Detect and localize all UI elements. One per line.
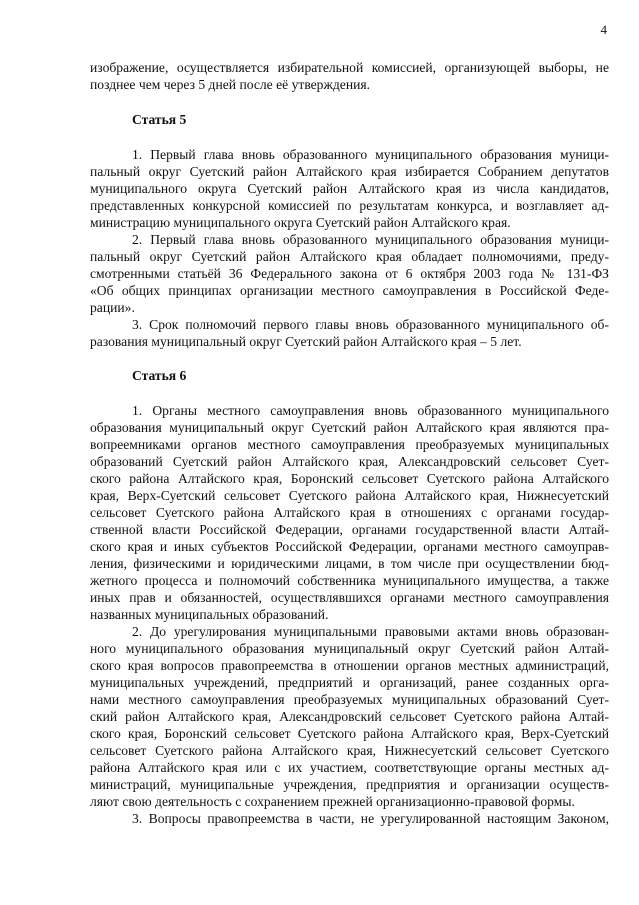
text-line: 1. Органы местного самоуправления вновь образованного муниципального: [132, 403, 609, 418]
text-line: смотренными статьёй 36 Федерального закона от 6 октября 2003 года № 131-ФЗ: [90, 266, 609, 281]
text-line: вопреемниками органов местного самоуправления преобразуемых муниципальных: [90, 437, 609, 452]
text-line: сельсовет Суетского района Алтайского края, Нижнесуетский сельсовет Суетского: [90, 743, 609, 758]
text-line: иных прав и обязанностей, осуществлявшихся органами местного самоуправления: [90, 590, 609, 605]
text-line: образования муниципальный округ Суетский район Алтайского края являются пра-: [90, 420, 609, 435]
text-line: изображение, осуществляется избирательной комиссией, организующей выборы, не: [90, 60, 609, 75]
text-line: ского края, Боронский сельсовет Суетского района Алтайского края, Верх-Суетский: [90, 726, 609, 741]
text-line: ляют свою деятельность с сохранением прежней организационно-правовой формы.: [90, 794, 575, 809]
article-6-heading: Статья 6: [132, 368, 187, 383]
text-line: ления, физическими и юридическими лицами, в том числе при осуществлении бюд-: [90, 556, 609, 571]
text-line: края, Верх-Суетский сельсовет Суетского района Алтайского края, Нижнесуетский: [90, 488, 609, 503]
text-line: 1. Первый глава вновь образованного муниципального образования муници-: [132, 147, 609, 162]
text-line: муниципального округа Суетский район Алтайского края из числа кандидатов,: [90, 181, 609, 196]
text-line: представленных конкурсной комиссией по результатам конкурса, и возглавляет ад-: [90, 198, 609, 213]
text-line: министраций, муниципальные учреждения, предприятия и организации осуществ-: [90, 777, 609, 792]
text-line: названных муниципальных образований.: [90, 607, 329, 622]
text-line: нами местного самоуправления преобразуемых муниципальных образований Сует-: [90, 692, 609, 707]
text-line: ского района Алтайского края, Боронский сельсовет Суетского района Алтайского: [90, 471, 609, 486]
text-line: 3. Вопросы правопреемства в части, не урегулированной настоящим Законом,: [132, 811, 609, 826]
text-line: ского края вопросов правопреемства в отношении органов местных администраций,: [90, 658, 609, 673]
text-line: 2. Первый глава вновь образованного муниципального образования муници-: [132, 232, 609, 247]
text-line: ского края и иных субъектов Российской Федерации, органами местного самоуправ-: [90, 539, 609, 554]
text-line: сельсовет Суетского района Алтайского края в отношениях с органами государ-: [90, 505, 609, 520]
text-line: ственной власти Российской Федерации, органами государственной власти Алтай-: [90, 522, 609, 537]
page-number: 4: [600, 22, 607, 37]
text-line: пальный округ Суетский район Алтайского края избирается Собранием депутатов: [90, 164, 609, 179]
text-line: образований Суетский район Алтайского края, Александровский сельсовет Сует-: [90, 454, 609, 469]
text-line: рации».: [90, 300, 135, 315]
text-line: муниципальных учреждений, предприятий и организаций, ранее созданных орга-: [90, 675, 609, 690]
text-line: 3. Срок полномочий первого главы вновь образованного муниципального об-: [132, 317, 609, 332]
text-line: 2. До урегулирования муниципальными правовыми актами вновь образован-: [132, 624, 609, 639]
article-5-heading: Статья 5: [132, 112, 187, 127]
text-line: района Алтайского края или с их участием, соответствующие органы местных ад-: [90, 760, 609, 775]
text-line: жетного процесса и полномочий собственника муниципального имущества, а также: [90, 573, 609, 588]
text-line: ский район Алтайского края, Александровский сельсовет Суетского района Алтай-: [90, 709, 609, 724]
text-line: разования муниципальный округ Суетский район Алтайского края – 5 лет.: [90, 334, 522, 349]
text-line: позднее чем через 5 дней после её утверждения.: [90, 77, 371, 92]
text-line: ного муниципального образования муниципальный округ Суетский район Алтай-: [90, 641, 609, 656]
text-line: «Об общих принципах организации местного самоуправления в Российской Феде-: [90, 283, 609, 298]
text-line: министрацию муниципального округа Суетский район Алтайского края.: [90, 215, 511, 230]
text-line: пальный округ Суетский район Алтайского края обладает полномочиями, преду-: [90, 249, 609, 264]
